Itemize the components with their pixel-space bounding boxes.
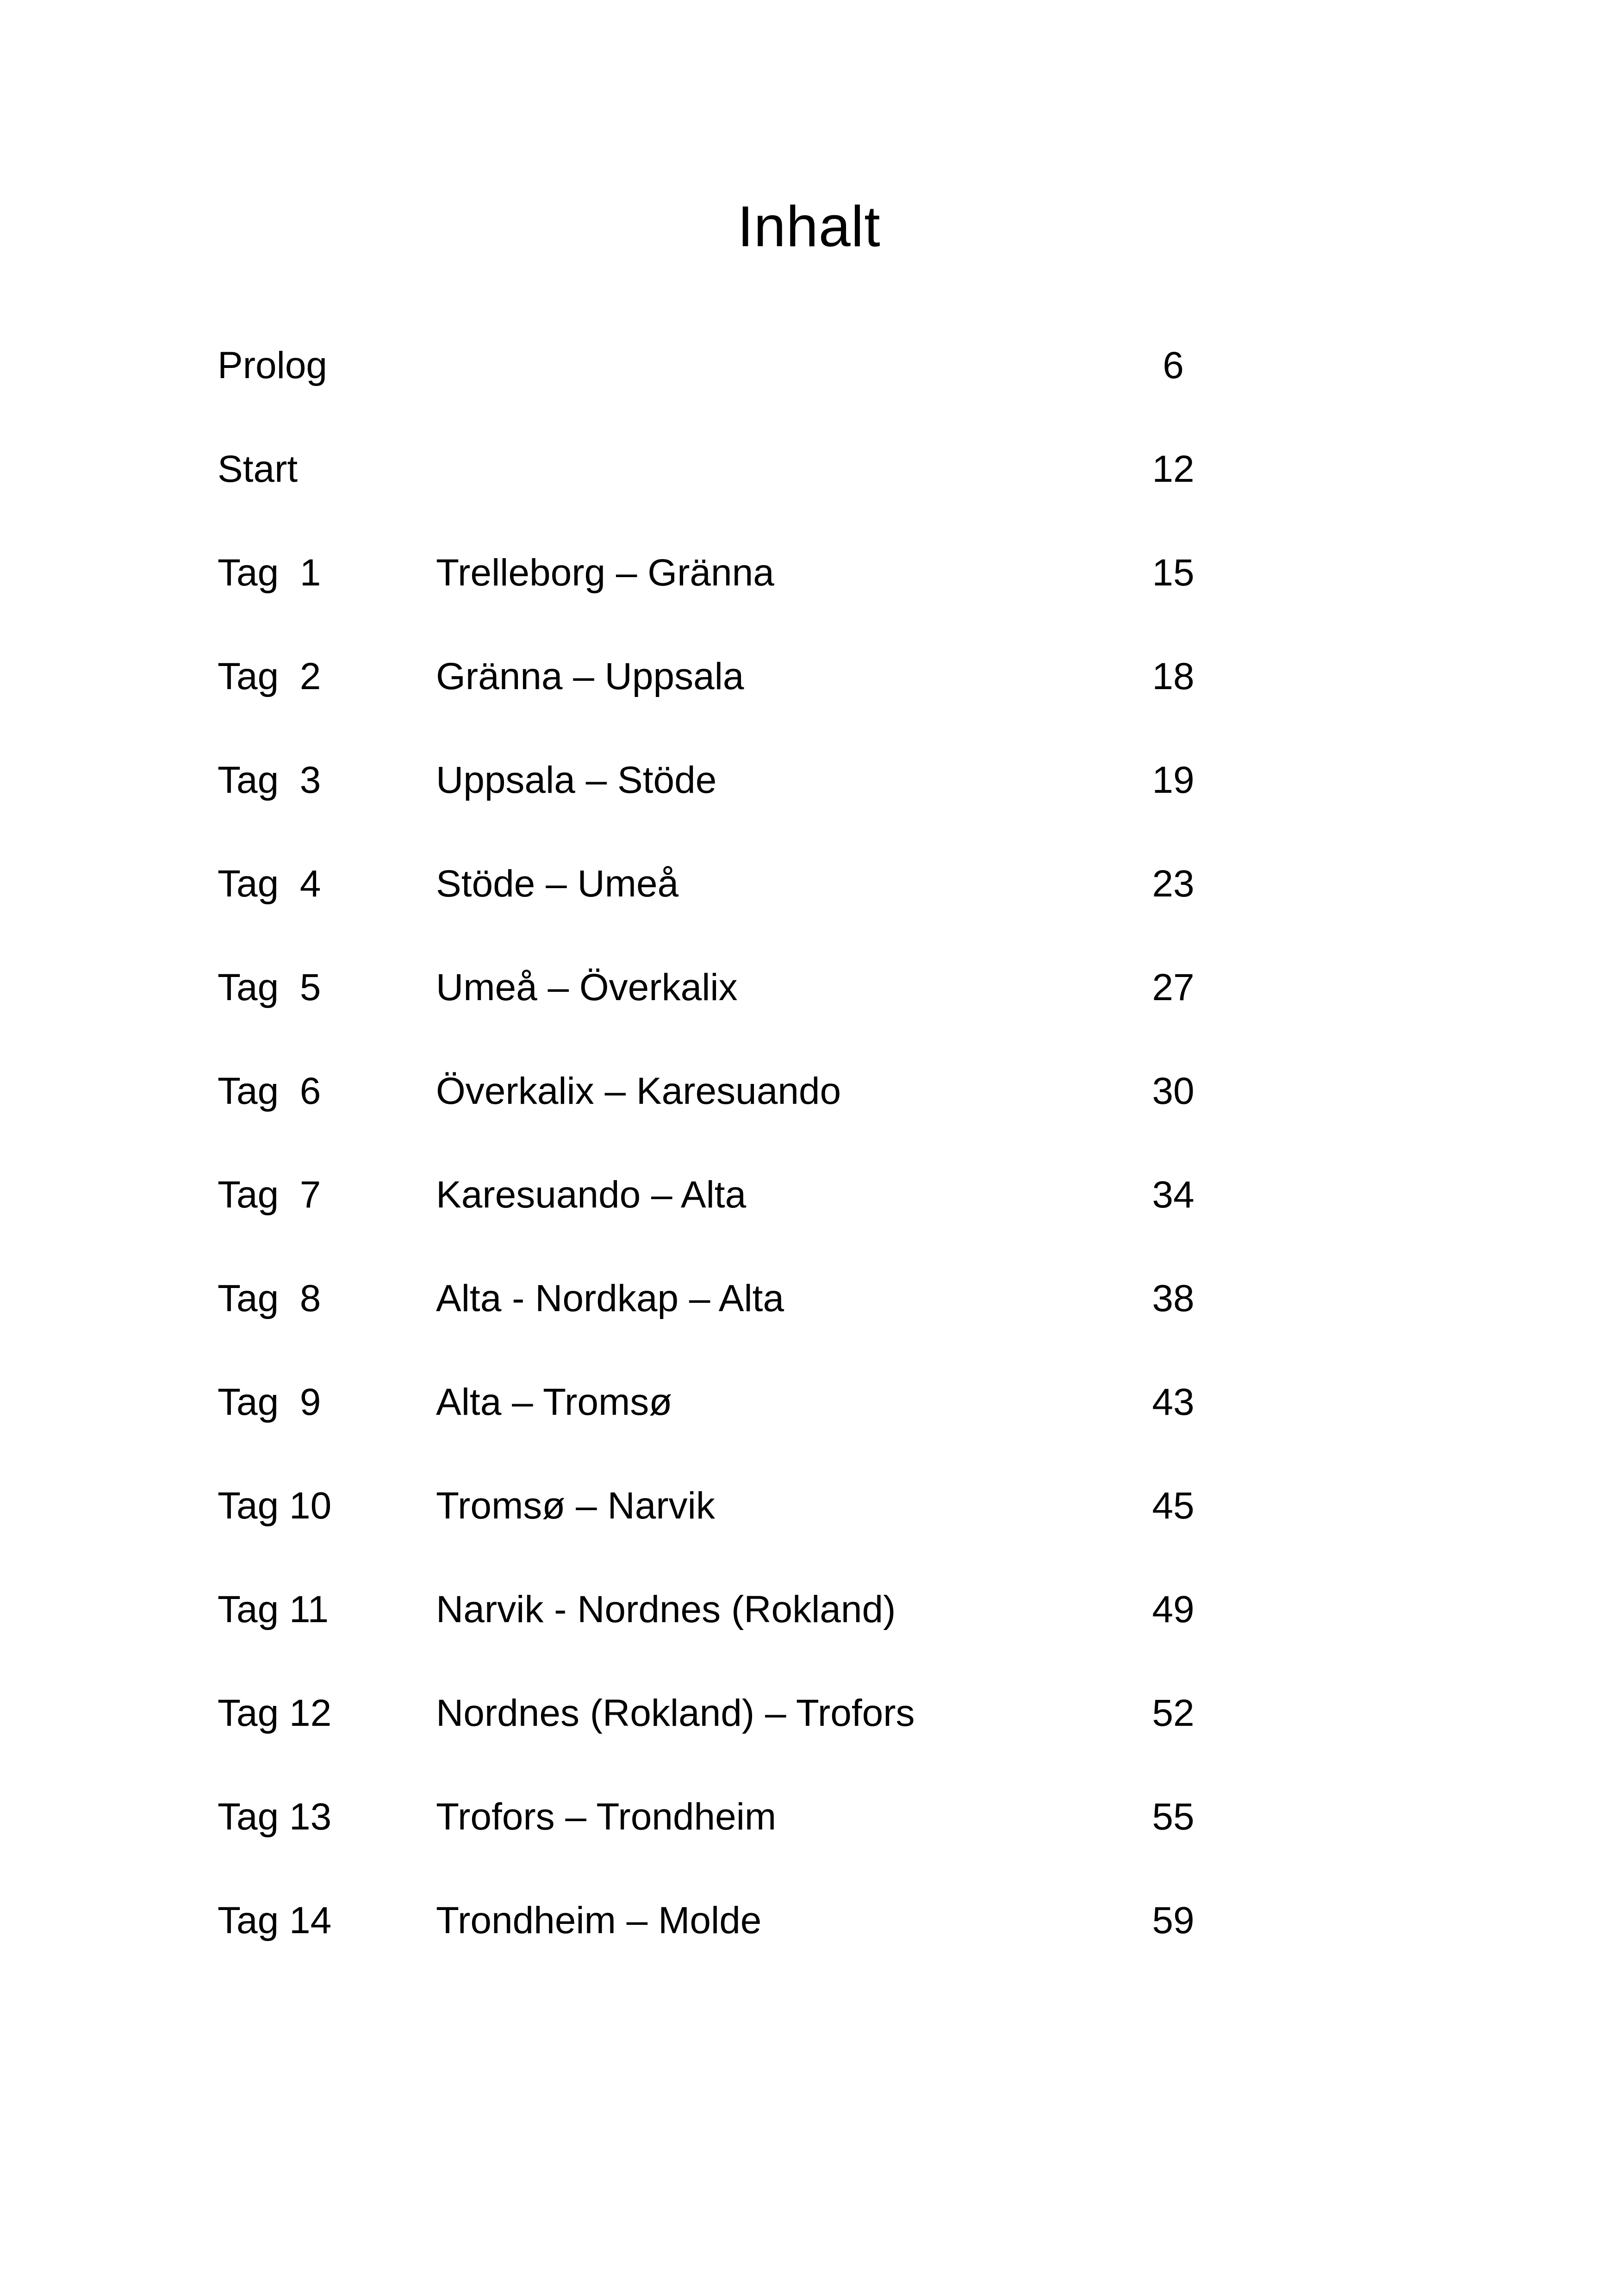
toc-entry-day-7 [218, 1167, 1236, 1271]
toc-entry-day-3 [218, 753, 1236, 856]
toc-entry-page-number: 18 [1152, 655, 1195, 697]
toc-entry-label: Tag 5 [218, 966, 321, 1008]
toc-entry-page-number: 45 [1152, 1485, 1195, 1527]
toc-entry-day-12 [218, 1686, 1236, 1789]
toc-entry-route: Umeå – Överkalix [436, 966, 738, 1008]
toc-entry-prolog [218, 338, 1236, 442]
toc-entry-label: Tag 11 [218, 1588, 329, 1630]
toc-entry-day-4 [218, 856, 1236, 960]
toc-entry-label: Tag 4 [218, 863, 321, 905]
toc-entry-day-8 [218, 1271, 1236, 1375]
toc-entry-label: Tag 6 [218, 1070, 321, 1112]
toc-entry-page-number: 30 [1152, 1070, 1195, 1112]
toc-entry-route: Stöde – Umeå [436, 863, 679, 905]
toc-entry-label: Tag 8 [218, 1277, 321, 1319]
toc-entry-day-6 [218, 1064, 1236, 1167]
toc-entry-page-number: 49 [1152, 1588, 1195, 1630]
table-of-contents [218, 338, 1236, 1997]
toc-entry-label: Prolog [218, 344, 328, 386]
toc-entry-page-number: 52 [1152, 1692, 1195, 1734]
toc-entry-label: Tag 9 [218, 1381, 321, 1423]
toc-entry-label: Tag 2 [218, 655, 321, 697]
toc-entry-day-5 [218, 960, 1236, 1064]
toc-entry-page-number: 19 [1152, 759, 1195, 801]
toc-entry-page-number: 15 [1152, 552, 1195, 594]
toc-entry-label: Tag 1 [218, 552, 321, 594]
toc-entry-page-number: 43 [1152, 1381, 1195, 1423]
toc-entry-page-number: 12 [1152, 448, 1195, 490]
toc-entry-route: Nordnes (Rokland) – Trofors [436, 1692, 915, 1734]
toc-entry-route: Uppsala – Stöde [436, 759, 717, 801]
toc-entry-route: Trondheim – Molde [436, 1899, 762, 1941]
toc-entry-route: Trelleborg – Gränna [436, 552, 774, 594]
toc-entry-day-10 [218, 1478, 1236, 1582]
toc-entry-day-9 [218, 1375, 1236, 1478]
toc-entry-day-11 [218, 1582, 1236, 1686]
toc-entry-label: Tag 10 [218, 1485, 332, 1527]
toc-entry-page-number: 23 [1152, 863, 1195, 905]
toc-entry-route: Narvik - Nordnes (Rokland) [436, 1588, 896, 1630]
toc-entry-page-number: 27 [1152, 966, 1195, 1008]
toc-entry-route: Tromsø – Narvik [436, 1485, 715, 1527]
toc-entry-label: Tag 12 [218, 1692, 332, 1734]
toc-entry-day-1 [218, 545, 1236, 649]
toc-entry-page-number: 34 [1152, 1174, 1195, 1216]
toc-entry-label: Start [218, 448, 298, 490]
toc-entry-day-13 [218, 1789, 1236, 1893]
toc-entry-route: Överkalix – Karesuando [436, 1070, 841, 1112]
page-title: Inhalt [737, 195, 881, 259]
toc-entry-label: Tag 7 [218, 1174, 321, 1216]
toc-entry-page-number: 38 [1152, 1277, 1195, 1319]
toc-entry-day-2 [218, 649, 1236, 753]
toc-entry-route: Karesuando – Alta [436, 1174, 747, 1216]
toc-entry-route: Gränna – Uppsala [436, 655, 744, 697]
toc-entry-route: Alta - Nordkap – Alta [436, 1277, 784, 1319]
toc-entry-start [218, 442, 1236, 545]
toc-entry-day-14 [218, 1893, 1236, 1997]
toc-entry-label: Tag 3 [218, 759, 321, 801]
toc-entry-label: Tag 13 [218, 1796, 332, 1838]
toc-entry-route: Alta – Tromsø [436, 1381, 672, 1423]
toc-entry-label: Tag 14 [218, 1899, 332, 1941]
toc-entry-page-number: 59 [1152, 1899, 1195, 1941]
toc-entry-page-number: 55 [1152, 1796, 1195, 1838]
toc-entry-route: Trofors – Trondheim [436, 1796, 777, 1838]
toc-entry-page-number: 6 [1163, 344, 1184, 386]
